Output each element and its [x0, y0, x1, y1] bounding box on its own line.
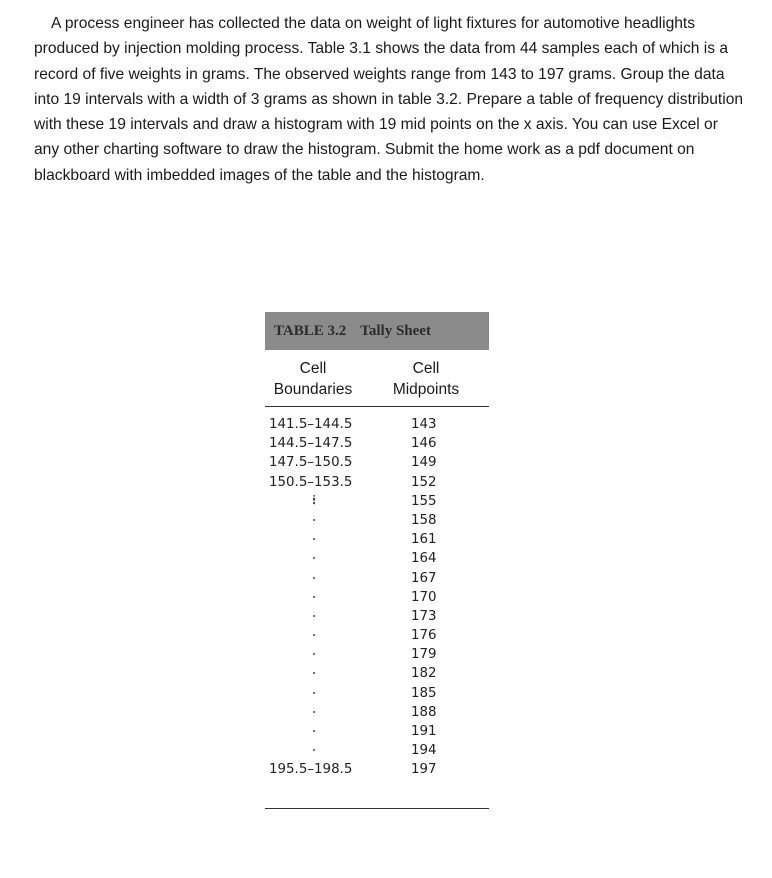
cell-midpoint: 161 [411, 532, 437, 548]
table-row [265, 453, 489, 472]
cell-midpoint: 152 [411, 474, 437, 490]
cell-midpoint: 143 [411, 417, 437, 432]
ellipsis-dot [313, 692, 315, 694]
table-row [265, 722, 489, 741]
table-row [265, 741, 489, 760]
ellipsis-dot [313, 730, 315, 732]
table-row [265, 530, 489, 549]
table-body [265, 415, 489, 780]
ellipsis-dot [313, 596, 315, 598]
table-caption-number: TABLE 3.2 [274, 322, 347, 339]
table-row [265, 626, 489, 645]
assignment-prompt: A process engineer has collected the data on weight of light fixtures for automotive headlights produced by injection molding process. Table 3.1 shows the data from 44 samples each of which is a record of five weights in grams. The observed weights range from 143 to 197 grams. Group the data into 19 intervals with a width of 3 grams as shown in table 3.2. Prepare a table of frequency distribution with these 19 intervals and draw a histogram with 19 mid points on the x axis. You can use Excel or any other charting software to draw the histogram. Submit the home work as a pdf document on blackboard with imbedded images of the table and the histogram. [34, 15, 744, 184]
table-row [265, 511, 489, 530]
cell-midpoint: 185 [411, 685, 437, 701]
ellipsis-dot [313, 711, 315, 713]
ellipsis-dot [313, 653, 315, 655]
cell-midpoint: 182 [411, 666, 437, 682]
table-row [265, 607, 489, 626]
ellipsis-dot [313, 538, 315, 540]
ellipsis-dot [313, 634, 315, 636]
table-row [265, 415, 489, 434]
cell-boundary: 141.5–144.5 [269, 417, 353, 432]
cell-midpoint: 146 [411, 436, 437, 452]
cell-midpoints-header [376, 358, 476, 400]
cell-boundary: 150.5–153.5 [269, 474, 353, 490]
ellipsis-dot [313, 495, 315, 505]
cell-midpoint: 167 [411, 570, 437, 586]
table-row [265, 684, 489, 703]
ellipsis-dot [313, 577, 315, 579]
cell-midpoint: 191 [411, 724, 437, 739]
tally-sheet-table [265, 312, 489, 778]
cell-boundaries-header-line2: Boundaries [273, 381, 353, 398]
table-row [265, 549, 489, 568]
cell-boundaries-header [265, 358, 361, 400]
cell-midpoints-header-line1: Cell [412, 360, 440, 377]
table-row [265, 664, 489, 683]
ellipsis-dot [313, 519, 315, 521]
table-row [265, 588, 489, 607]
ellipsis-dot [313, 672, 315, 674]
cell-midpoint: 158 [411, 512, 437, 528]
cell-midpoint: 173 [411, 608, 437, 624]
table-row [265, 473, 489, 492]
cell-midpoint: 179 [411, 647, 437, 663]
table-row [265, 434, 489, 453]
table-row [265, 760, 489, 779]
cell-midpoint: 170 [411, 589, 437, 605]
table-bottom-rule [265, 808, 489, 809]
cell-boundaries-header-line1: Cell [299, 360, 327, 377]
table-caption-title: Tally Sheet [360, 322, 431, 339]
table-row [265, 492, 489, 511]
table-row [265, 645, 489, 664]
table-row [265, 569, 489, 588]
cell-midpoint: 188 [411, 704, 437, 720]
cell-midpoint: 176 [411, 628, 437, 644]
table-caption [265, 312, 489, 350]
cell-midpoint: 194 [411, 743, 437, 759]
cell-boundary: 147.5–150.5 [269, 455, 353, 471]
cell-midpoint: 164 [411, 551, 437, 567]
table-row [265, 703, 489, 722]
cell-midpoint: 155 [411, 493, 437, 509]
ellipsis-dot [313, 557, 315, 559]
cell-midpoint: 149 [411, 455, 437, 471]
cell-boundary: 195.5–198.5 [269, 762, 353, 778]
header-rule [265, 406, 489, 407]
cell-boundary: 144.5–147.5 [269, 436, 353, 452]
cell-midpoint: 197 [411, 762, 437, 778]
table-header [265, 358, 489, 406]
ellipsis-dot [313, 749, 315, 751]
cell-midpoints-header-line2: Midpoints [392, 381, 460, 398]
ellipsis-dot [313, 615, 315, 617]
